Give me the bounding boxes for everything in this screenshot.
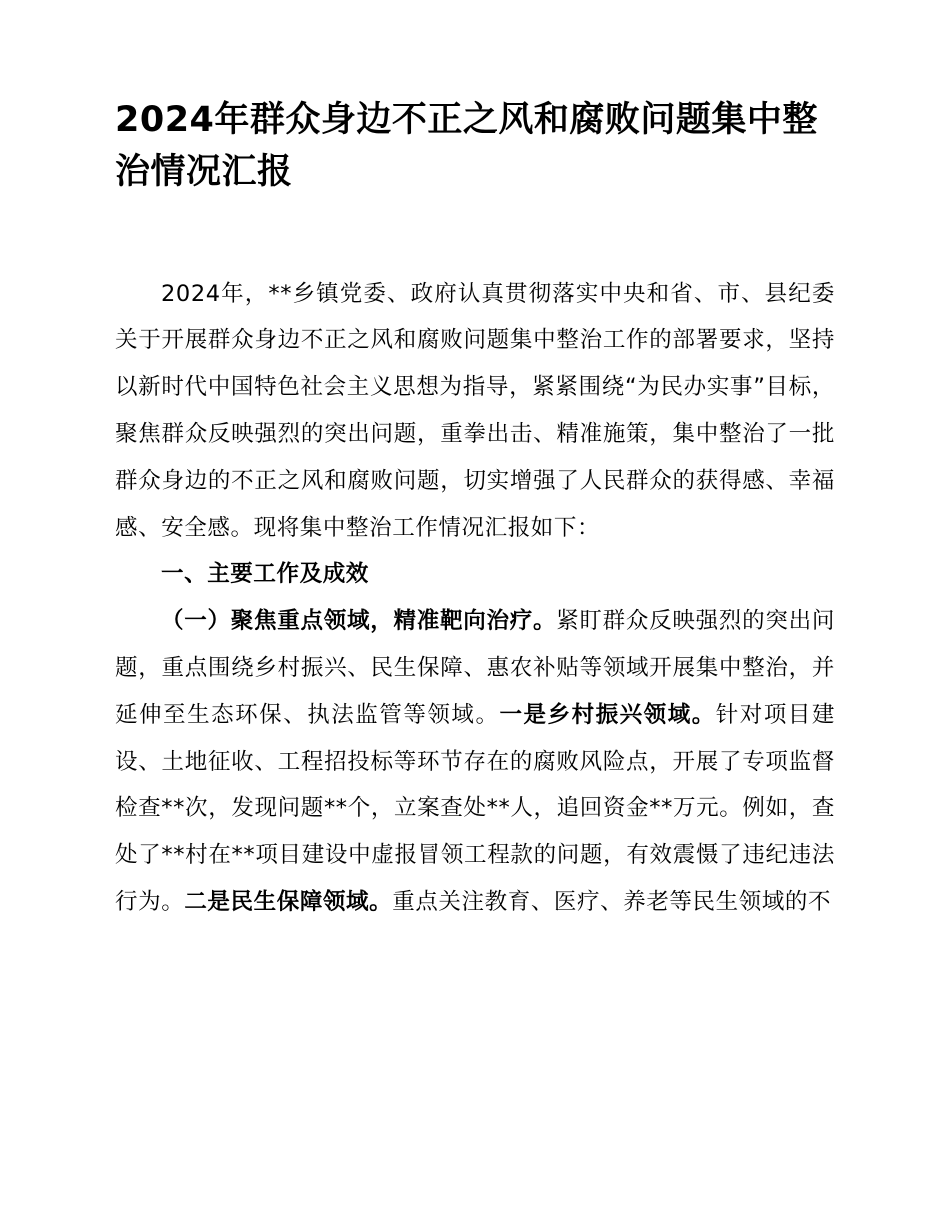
text-run: 二是民生保障领域。 [184, 888, 393, 915]
title-spacer [115, 199, 835, 271]
paragraph-intro [115, 271, 835, 552]
text-run: 紧盯群众反映强烈的突出问题，重点围绕乡村振兴、民生保障、惠农补贴等领域开展集中整治，并延伸至生态环保、执法监管等领域。 [115, 608, 835, 728]
paragraph-section-one-item-one [115, 598, 835, 926]
text-run: 2024年，**乡镇党委、政府认真贯彻落实中央和省、市、县纪委关于开展群众身边不正之风和腐败问题集中整治工作的部署要求，坚持以新时代中国特色社会主义思想为指导，紧紧围绕“为民办实事”目标，聚焦群众反映强烈的突出问题，重拳出击、精准施策，集中整治了一批群众身边的不正之风和腐败问题，切实增强了人民群众的获得感、幸福感、安全感。现将集中整治工作情况汇报如下： [115, 280, 835, 541]
text-run: （一）聚焦重点领域，精准靶向治疗。 [161, 608, 557, 635]
heading-section-one [115, 551, 835, 598]
text-run: 针对项目建设、土地征收、工程招投标等环节存在的腐败风险点，开展了专项监督检查**次，发现问题**个，立案查处**人，追回资金**万元。例如，查处了**村在**项目建设中虚报冒领工程款的问题，有效震慑了违纪违法行为。 [115, 701, 835, 915]
text-run: 重点关注教育、医疗、养老等民生领域的不 [392, 888, 832, 915]
page-title: 2024年群众身边不正之风和腐败问题集中整治情况汇报 [115, 100, 818, 192]
document-body [115, 271, 835, 926]
text-run: 一、主要工作及成效 [161, 561, 369, 588]
text-run: 一是乡村振兴领域。 [499, 701, 716, 728]
